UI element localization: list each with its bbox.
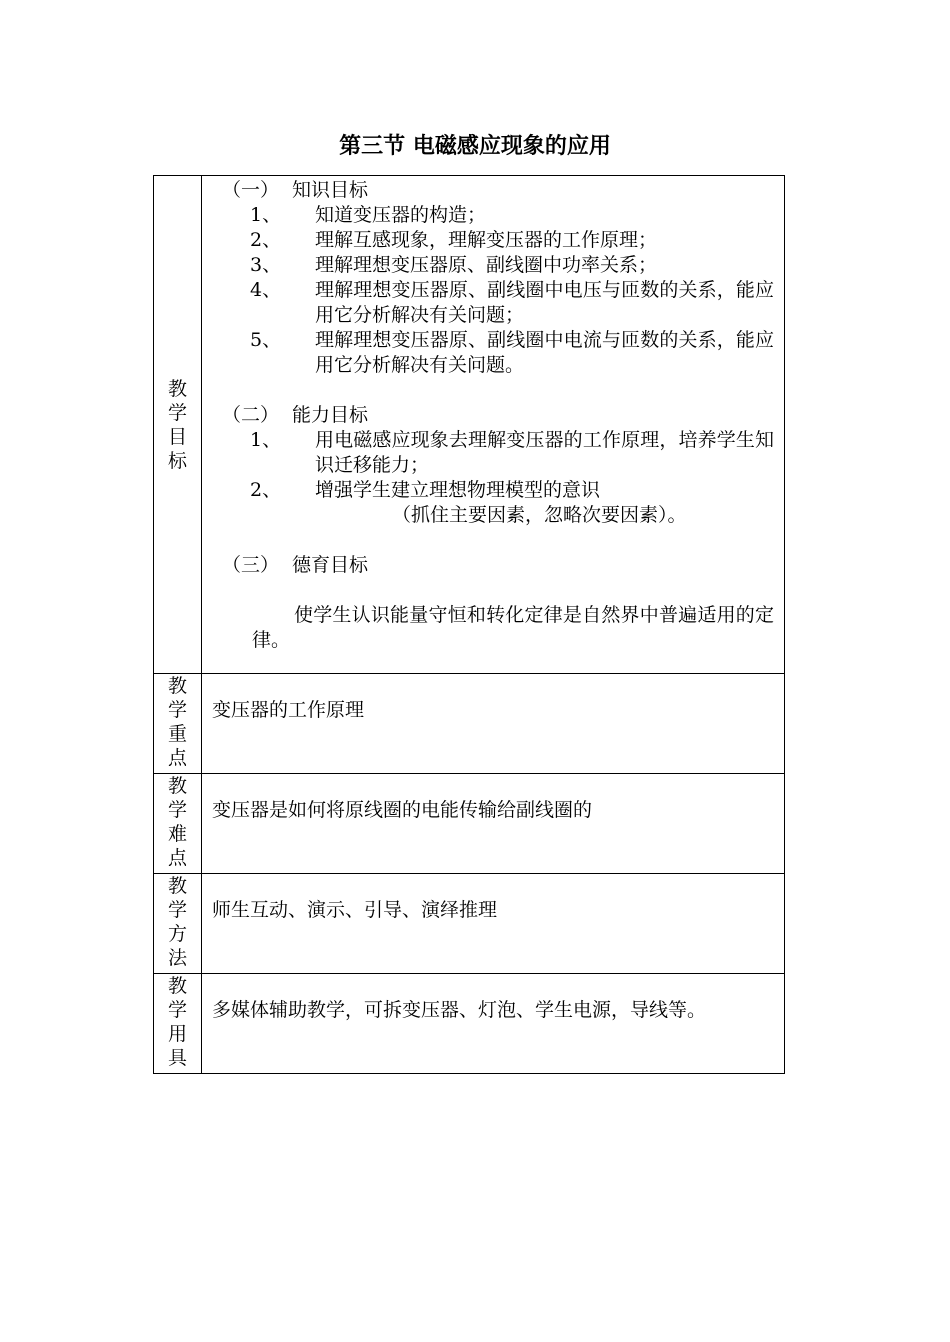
tools-label <box>154 974 202 1074</box>
item-continuation: （抓住主要因素，忽略次要因素）。 <box>392 504 687 526</box>
label-char: 用 <box>167 1023 187 1045</box>
label-char: 学 <box>167 899 187 921</box>
label-char: 重 <box>167 723 187 745</box>
list-item <box>222 228 774 253</box>
item-text: 理解理想变压器原、副线圈中电流与匝数的关系，能应用它分析解决有关问题。 <box>315 329 774 376</box>
section-number: （一） <box>222 179 280 201</box>
method-row <box>154 874 785 974</box>
label-char: 教 <box>167 875 187 897</box>
list-item <box>222 428 774 478</box>
item-number: 1、 <box>250 204 282 226</box>
label-char: 点 <box>167 747 187 769</box>
section-title: 能力目标 <box>292 404 369 426</box>
section-number: （二） <box>222 404 280 426</box>
item-number: 5、 <box>250 329 282 351</box>
item-number: 2、 <box>250 229 282 251</box>
moral-heading <box>222 553 774 578</box>
list-item <box>222 253 774 278</box>
objectives-content <box>202 176 785 674</box>
label-char: 难 <box>167 823 187 845</box>
page-title: 第三节 电磁感应现象的应用 <box>339 134 611 159</box>
label-char: 学 <box>167 999 187 1021</box>
item-number: 2、 <box>250 479 282 501</box>
label-char: 教 <box>167 975 187 997</box>
label-char: 教 <box>167 775 187 797</box>
section-title: 德育目标 <box>292 554 369 576</box>
method-text: 师生互动、演示、引导、演绎推理 <box>212 899 498 921</box>
label-char: 标 <box>167 449 187 472</box>
item-number: 3、 <box>250 254 282 276</box>
key-point-text: 变压器的工作原理 <box>212 699 365 721</box>
item-number: 4、 <box>250 279 282 301</box>
moral-text: 使学生认识能量守恒和转化定律是自然界中普遍适用的定律。 <box>252 604 774 651</box>
label-char: 目 <box>167 425 187 448</box>
list-item <box>222 278 774 328</box>
label-char: 教 <box>167 675 187 697</box>
label-char: 法 <box>167 947 187 969</box>
item-text: 增强学生建立理想物理模型的意识 <box>315 479 601 501</box>
label-char: 学 <box>167 799 187 821</box>
tools-content <box>202 974 785 1074</box>
list-item <box>222 203 774 228</box>
label-char: 方 <box>167 923 187 945</box>
item-text: 理解理想变压器原、副线圈中功率关系； <box>315 254 658 276</box>
item-text: 知道变压器的构造； <box>315 204 487 226</box>
section-title: 知识目标 <box>292 179 369 201</box>
difficulty-row <box>154 774 785 874</box>
objectives-row <box>154 176 785 674</box>
knowledge-heading <box>222 178 774 203</box>
method-label <box>154 874 202 974</box>
item-number: 1、 <box>250 429 282 451</box>
label-char: 教 <box>167 377 187 400</box>
difficulty-label <box>154 774 202 874</box>
key-point-content <box>202 674 785 774</box>
key-point-label <box>154 674 202 774</box>
label-char: 学 <box>167 401 187 424</box>
item-text: 理解理想变压器原、副线圈中电压与匝数的关系，能应用它分析解决有关问题； <box>315 279 774 326</box>
key-point-row <box>154 674 785 774</box>
method-content <box>202 874 785 974</box>
label-char: 学 <box>167 699 187 721</box>
item-text: 用电磁感应现象去理解变压器的工作原理，培养学生知识迁移能力； <box>315 429 774 476</box>
difficulty-text: 变压器是如何将原线圈的电能传输给副线圈的 <box>212 799 593 821</box>
lesson-plan-table <box>153 175 785 1074</box>
objectives-label <box>154 176 202 674</box>
label-char: 具 <box>167 1047 187 1069</box>
section-number: （三） <box>222 554 280 576</box>
tools-text: 多媒体辅助教学，可拆变压器、灯泡、学生电源，导线等。 <box>212 999 707 1021</box>
tools-row <box>154 974 785 1074</box>
label-char: 点 <box>167 847 187 869</box>
list-item <box>222 478 774 503</box>
difficulty-content <box>202 774 785 874</box>
list-item <box>222 328 774 378</box>
item-text: 理解互感现象，理解变压器的工作原理； <box>315 229 658 251</box>
ability-heading <box>222 403 774 428</box>
